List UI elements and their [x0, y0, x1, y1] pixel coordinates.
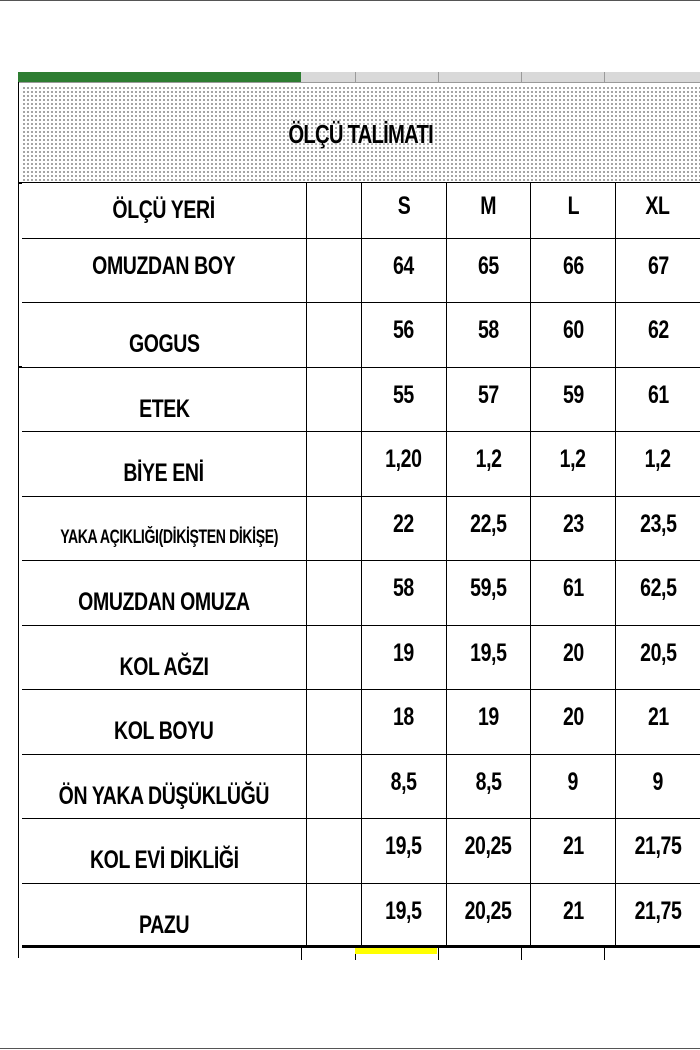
spreadsheet — [18, 72, 700, 958]
value-text: 55 — [393, 380, 415, 409]
column-divider — [521, 72, 522, 82]
value-cell[interactable] — [446, 367, 531, 432]
value-cell[interactable] — [362, 432, 447, 497]
size-header-cell[interactable] — [615, 183, 700, 238]
value-text: 1,2 — [560, 445, 586, 474]
value-cell[interactable] — [362, 303, 447, 368]
value-cell[interactable] — [615, 432, 700, 497]
value-text: 64 — [393, 251, 415, 280]
size-label: M — [480, 191, 497, 220]
value-text: 1,20 — [385, 445, 423, 474]
value-text: 20 — [562, 703, 584, 732]
value-text: 21 — [562, 832, 584, 861]
measurement-name-cell[interactable] — [22, 819, 306, 884]
column-header-strip — [18, 72, 700, 83]
value-cell[interactable] — [615, 561, 700, 626]
header-label-cell[interactable] — [22, 183, 306, 238]
value-text: 59,5 — [470, 574, 507, 603]
blank-cell[interactable] — [306, 432, 361, 497]
measurement-label: ÖN YAKA DÜŞÜKLÜĞÜ — [58, 781, 270, 810]
size-label: XL — [645, 191, 670, 220]
table-row — [22, 238, 700, 303]
value-cell[interactable] — [362, 754, 447, 819]
value-text: 56 — [393, 316, 415, 345]
column-divider — [355, 72, 356, 82]
value-text: 60 — [562, 316, 584, 345]
blank-cell[interactable] — [306, 754, 361, 819]
size-chart-table — [22, 183, 700, 948]
blank-cell[interactable] — [306, 238, 361, 303]
measurement-name-cell[interactable] — [22, 625, 306, 690]
value-cell[interactable] — [362, 367, 447, 432]
column-divider — [604, 72, 605, 82]
value-text: 20,25 — [464, 896, 512, 925]
measurement-name-cell[interactable] — [22, 883, 306, 948]
value-cell[interactable] — [531, 625, 616, 690]
value-text: 20 — [562, 638, 584, 667]
value-cell[interactable] — [362, 819, 447, 884]
value-text: 21,75 — [634, 896, 682, 925]
page-bottom-border — [0, 1048, 700, 1049]
blank-cell[interactable] — [306, 303, 361, 368]
size-header-cell[interactable] — [362, 183, 447, 238]
measurement-name-cell[interactable] — [22, 690, 306, 755]
header-label: ÖLÇÜ YERİ — [112, 195, 216, 224]
blank-cell[interactable] — [306, 183, 361, 238]
value-text: 61 — [647, 380, 669, 409]
value-cell[interactable] — [531, 496, 616, 561]
column-divider — [604, 948, 605, 960]
value-text: 58 — [393, 574, 415, 603]
size-header-cell[interactable] — [446, 183, 531, 238]
page-top-border — [0, 0, 700, 1]
table-row — [22, 303, 700, 368]
value-text: 22 — [393, 509, 415, 538]
table-row — [22, 883, 700, 948]
table-row — [22, 432, 700, 497]
value-text: 59 — [562, 380, 584, 409]
value-text: 62,5 — [639, 574, 677, 603]
blank-cell[interactable] — [306, 883, 361, 948]
table-row — [22, 367, 700, 432]
measurement-label: ETEK — [138, 394, 190, 423]
value-cell[interactable] — [446, 561, 531, 626]
table-row — [22, 754, 700, 819]
value-text: 9 — [567, 767, 579, 796]
value-text: 58 — [477, 316, 499, 345]
measurement-label: GOGUS — [128, 330, 200, 359]
table-row — [22, 496, 700, 561]
value-cell[interactable] — [531, 367, 616, 432]
value-cell[interactable] — [446, 625, 531, 690]
value-text: 19,5 — [470, 638, 507, 667]
value-text: 23,5 — [639, 509, 677, 538]
table-row — [22, 690, 700, 755]
measurement-name-cell[interactable] — [22, 432, 306, 497]
measurement-label: PAZU — [138, 910, 190, 939]
value-text: 62 — [647, 316, 669, 345]
blank-cell[interactable] — [306, 819, 361, 884]
measurement-name-cell[interactable] — [22, 561, 306, 626]
value-cell[interactable] — [446, 238, 531, 303]
value-cell[interactable] — [362, 625, 447, 690]
value-text: 19,5 — [385, 832, 423, 861]
size-label: S — [397, 191, 411, 220]
value-cell[interactable] — [531, 883, 616, 948]
title-cell[interactable] — [22, 86, 700, 183]
measurement-label: KOL BOYU — [114, 717, 214, 746]
measurement-name-cell[interactable] — [22, 367, 306, 432]
size-header-cell[interactable] — [531, 183, 616, 238]
value-text: 21 — [647, 703, 669, 732]
measurement-label: OMUZDAN BOY — [92, 251, 236, 280]
value-text: 20,25 — [464, 832, 512, 861]
value-text: 19 — [477, 703, 499, 732]
blank-cell[interactable] — [306, 496, 361, 561]
column-divider — [438, 948, 439, 960]
measurement-name-cell[interactable] — [22, 754, 306, 819]
value-cell[interactable] — [362, 883, 447, 948]
value-cell[interactable] — [362, 238, 447, 303]
blank-cell[interactable] — [306, 561, 361, 626]
measurement-label: YAKA AÇIKLIĞI(DİKİŞTEN DİKİŞE) — [60, 527, 279, 549]
measurement-label: OMUZDAN OMUZA — [78, 588, 250, 617]
value-cell[interactable] — [446, 690, 531, 755]
blank-cell[interactable] — [306, 625, 361, 690]
value-cell[interactable] — [615, 496, 700, 561]
size-label: L — [567, 191, 579, 220]
value-text: 19,5 — [385, 896, 423, 925]
measurement-name-cell[interactable] — [22, 303, 306, 368]
column-divider — [521, 948, 522, 960]
value-text: 21 — [562, 896, 584, 925]
selected-column-indicator — [18, 72, 301, 82]
value-text: 23 — [562, 509, 584, 538]
value-cell[interactable] — [531, 303, 616, 368]
value-cell[interactable] — [446, 754, 531, 819]
value-cell[interactable] — [362, 690, 447, 755]
value-cell[interactable] — [362, 561, 447, 626]
column-divider — [301, 948, 302, 960]
value-cell[interactable] — [446, 303, 531, 368]
measurement-name-cell[interactable] — [22, 496, 306, 561]
value-cell[interactable] — [615, 754, 700, 819]
column-divider — [438, 72, 439, 82]
value-text: 21,75 — [634, 832, 682, 861]
value-cell[interactable] — [615, 690, 700, 755]
value-text: 8,5 — [475, 767, 502, 796]
value-cell[interactable] — [531, 754, 616, 819]
value-text: 67 — [647, 251, 669, 280]
value-cell[interactable] — [615, 238, 700, 303]
table-row — [22, 625, 700, 690]
value-text: 1,2 — [475, 445, 502, 474]
value-cell[interactable] — [615, 625, 700, 690]
value-text: 61 — [562, 574, 584, 603]
value-cell[interactable] — [615, 367, 700, 432]
value-text: 66 — [562, 251, 584, 280]
table-row — [22, 561, 700, 626]
measurement-name-cell[interactable] — [22, 238, 306, 303]
value-text: 20,5 — [639, 638, 677, 667]
value-text: 18 — [393, 703, 415, 732]
measurement-label: BİYE ENİ — [123, 459, 205, 488]
value-text: 57 — [477, 380, 499, 409]
header-row — [22, 183, 700, 238]
table-row — [22, 819, 700, 884]
measurement-label: KOL AĞZI — [119, 652, 209, 681]
value-text: 9 — [652, 767, 664, 796]
value-cell[interactable] — [615, 883, 700, 948]
value-cell[interactable] — [362, 496, 447, 561]
value-cell[interactable] — [531, 432, 616, 497]
value-text: 1,2 — [644, 445, 671, 474]
value-cell[interactable] — [615, 303, 700, 368]
blank-cell[interactable] — [306, 690, 361, 755]
value-cell[interactable] — [531, 561, 616, 626]
blank-cell[interactable] — [306, 367, 361, 432]
highlighted-cell[interactable] — [355, 948, 437, 954]
value-cell[interactable] — [446, 819, 531, 884]
value-text: 19 — [393, 638, 415, 667]
value-text: 65 — [477, 251, 499, 280]
value-cell[interactable] — [446, 432, 531, 497]
bottom-border-strip — [22, 945, 700, 960]
value-text: 8,5 — [390, 767, 417, 796]
value-cell[interactable] — [615, 819, 700, 884]
measurement-label: KOL EVİ DİKLİĞİ — [89, 846, 239, 875]
page-title: ÖLÇÜ TALİMATI — [288, 118, 434, 149]
value-cell[interactable] — [446, 883, 531, 948]
value-text: 22,5 — [470, 509, 507, 538]
value-cell[interactable] — [531, 819, 616, 884]
value-cell[interactable] — [531, 238, 616, 303]
value-cell[interactable] — [446, 496, 531, 561]
value-cell[interactable] — [531, 690, 616, 755]
